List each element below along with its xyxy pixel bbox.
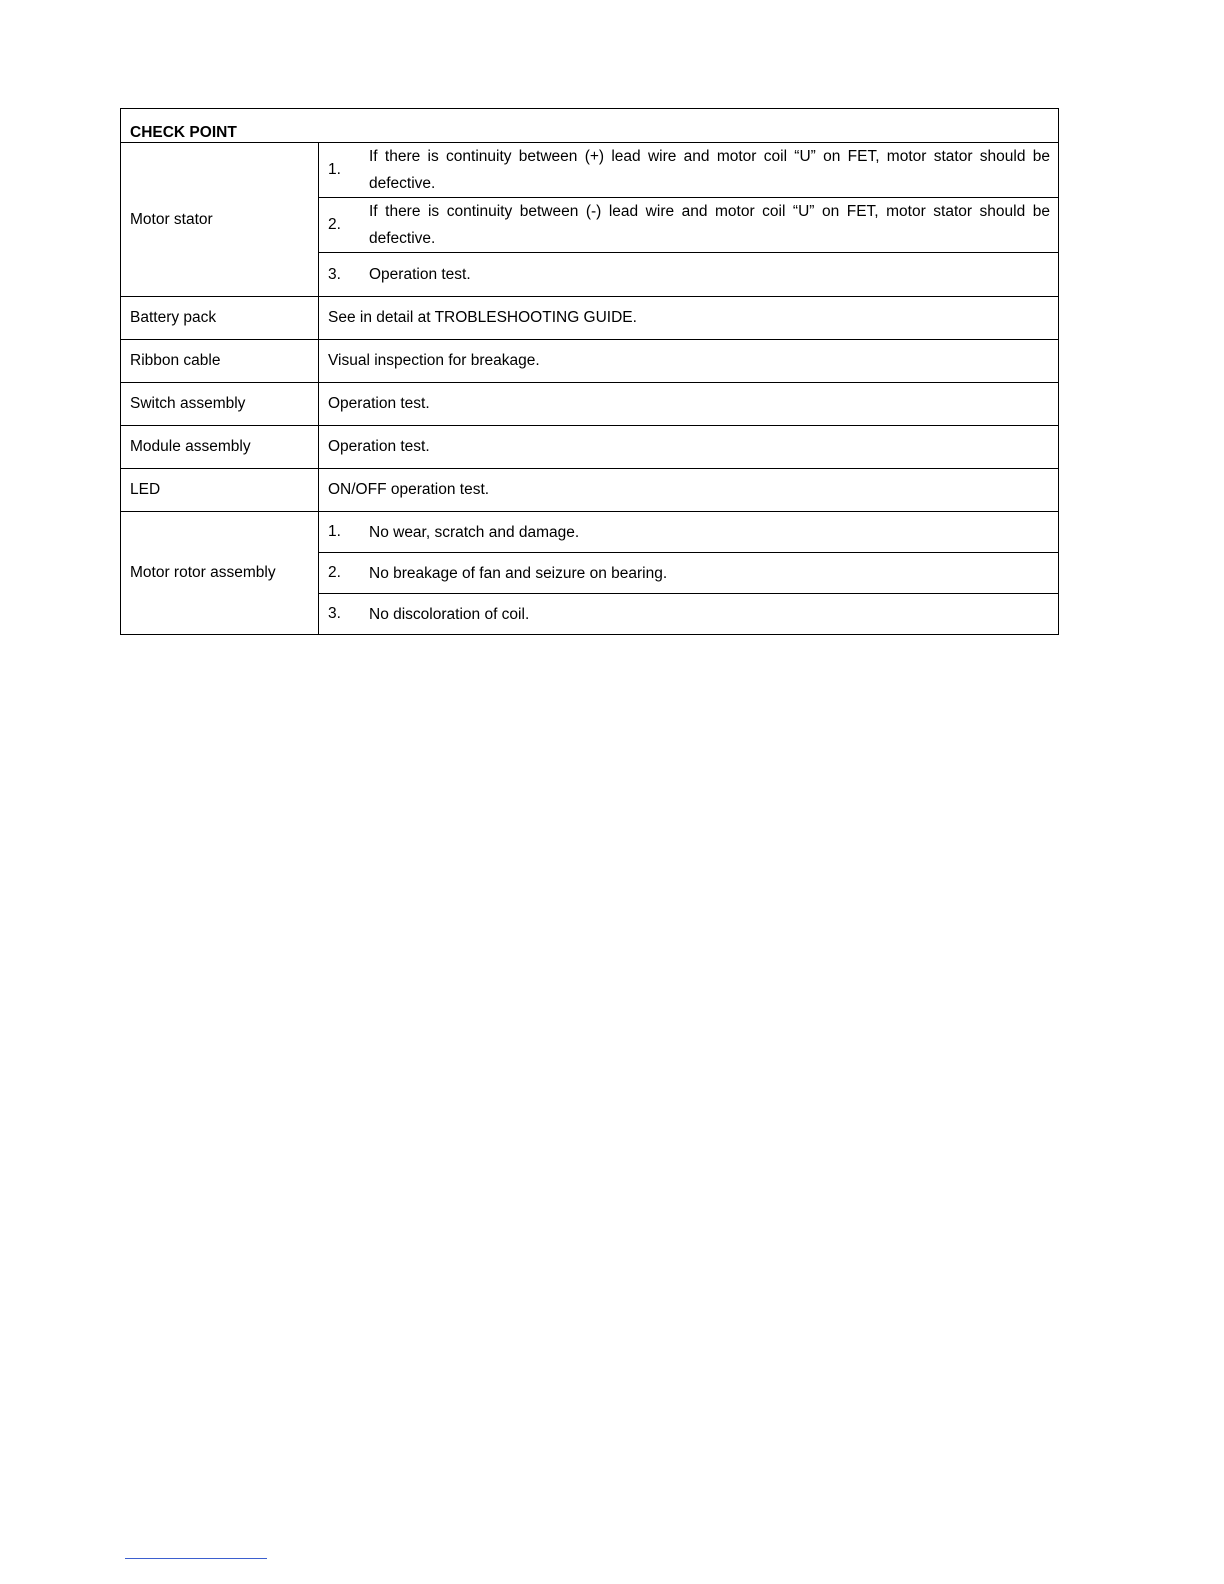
motor-rotor-item-3 [319, 594, 1059, 635]
motor-stator-item-2 [319, 198, 1059, 253]
item-number: 2. [328, 564, 341, 581]
ribbon-cable-label: Ribbon cable [121, 340, 319, 383]
table-row [121, 512, 1059, 553]
motor-rotor-item-1 [319, 512, 1059, 553]
motor-rotor-label: Motor rotor assembly [121, 512, 319, 635]
battery-pack-label: Battery pack [121, 297, 319, 340]
table-row [121, 383, 1059, 426]
table-row [121, 297, 1059, 340]
motor-stator-item-3 [319, 253, 1059, 297]
item-text: If there is continuity between (+) lead wire and motor coil “U” on FET, motor stator should be defective. [369, 148, 1050, 192]
item-number: 1. [328, 161, 341, 178]
item-number: 1. [328, 523, 341, 540]
led-label: LED [121, 469, 319, 512]
motor-stator-item-1 [319, 143, 1059, 198]
item-text: If there is continuity between (-) lead wire and motor coil “U” on FET, motor stator should be defective. [369, 203, 1050, 247]
motor-stator-label: Motor stator [121, 143, 319, 297]
table-row [121, 143, 1059, 198]
check-point-table [120, 108, 1059, 635]
battery-pack-desc: See in detail at TROBLESHOOTING GUIDE. [319, 297, 1059, 340]
item-text: Operation test. [369, 266, 471, 283]
item-number: 3. [328, 605, 341, 622]
ribbon-cable-desc: Visual inspection for breakage. [319, 340, 1059, 383]
item-number: 3. [328, 265, 341, 283]
footer-divider [125, 1558, 267, 1559]
motor-rotor-item-2 [319, 553, 1059, 594]
module-assembly-desc: Operation test. [319, 426, 1059, 469]
table-row [121, 340, 1059, 383]
item-text: No wear, scratch and damage. [369, 523, 580, 541]
switch-assembly-desc: Operation test. [319, 383, 1059, 426]
switch-assembly-label: Switch assembly [121, 383, 319, 426]
table-row [121, 469, 1059, 512]
item-text: No breakage of fan and seizure on bearing. [369, 564, 668, 582]
led-desc: ON/OFF operation test. [319, 469, 1059, 512]
item-number: 2. [328, 216, 341, 233]
table-header: CHECK POINT [121, 109, 1059, 143]
table-row [121, 426, 1059, 469]
module-assembly-label: Module assembly [121, 426, 319, 469]
item-text: No discoloration of coil. [369, 605, 530, 623]
